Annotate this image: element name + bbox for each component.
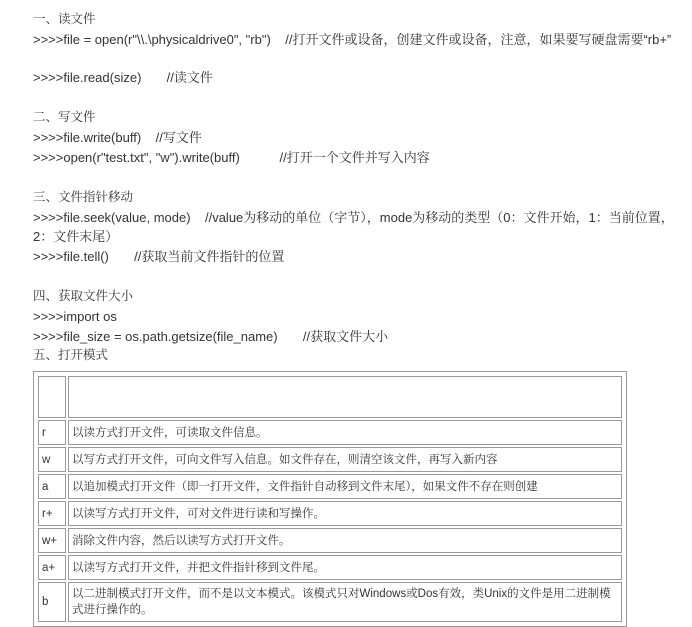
table-row — [38, 582, 622, 622]
section-heading-read: 一、读文件 — [33, 12, 96, 26]
section-heading-write: 二、写文件 — [33, 110, 96, 124]
table-row — [38, 474, 622, 499]
open-modes-table — [33, 371, 627, 627]
description-cell: 以写方式打开文件，可向文件写入信息。如文件存在，则清空该文件，再写入新内容 — [68, 447, 622, 472]
table-row — [38, 420, 622, 445]
table-header-row — [38, 376, 622, 418]
mode-cell: b — [38, 582, 66, 622]
mode-cell: a+ — [38, 555, 66, 580]
mode-cell: w+ — [38, 528, 66, 553]
code-line-open-write: >>>>open(r"test.txt", "w").write(buff) //打开一个文件并写入内容 — [33, 150, 430, 165]
code-line-seek: >>>>file.seek(value, mode) //value为移动的单位（字节），mode为移动的类型（0：文件开始，1：当前位置，2：文件末尾） — [33, 210, 674, 244]
table-row — [38, 528, 622, 553]
description-cell: 以二进制模式打开文件，而不是以文本模式。该模式只对Windows或Dos有效，类Unix的文件是用二进制模式进行操作的。 — [68, 582, 622, 622]
description-cell: 以读写方式打开文件，并把文件指针移到文件尾。 — [68, 555, 622, 580]
table-row — [38, 501, 622, 526]
mode-cell: w — [38, 447, 66, 472]
code-line-tell: >>>>file.tell() //获取当前文件指针的位置 — [33, 249, 285, 264]
code-line-open: >>>>file = open(r"\\.\physicaldrive0", "rb") //打开文件或设备，创建文件或设备，注意，如果要写硬盘需要“rb+” — [33, 32, 672, 47]
code-line-getsize: >>>>file_size = os.path.getsize(file_name) //获取文件大小 — [33, 329, 389, 344]
mode-cell: r+ — [38, 501, 66, 526]
table-row — [38, 555, 622, 580]
section-heading-seek: 三、文件指针移动 — [33, 190, 134, 204]
section-heading-size: 四、获取文件大小 — [33, 289, 134, 303]
code-line-write: >>>>file.write(buff) //写文件 — [33, 130, 202, 145]
description-cell: 以读方式打开文件，可读取文件信息。 — [68, 420, 622, 445]
section-heading-modes: 五、打开模式 — [33, 348, 109, 362]
mode-cell: a — [38, 474, 66, 499]
description-cell: 以读写方式打开文件，可对文件进行读和写操作。 — [68, 501, 622, 526]
table-header-cell — [68, 376, 622, 418]
description-cell: 消除文件内容，然后以读写方式打开文件。 — [68, 528, 622, 553]
code-line-read: >>>>file.read(size) //读文件 — [33, 70, 213, 85]
mode-cell: r — [38, 420, 66, 445]
code-line-import: >>>>import os — [33, 309, 117, 324]
table-row — [38, 447, 622, 472]
table-header-cell — [38, 376, 66, 418]
description-cell: 以追加模式打开文件（即一打开文件，文件指针自动移到文件末尾），如果文件不存在则创建 — [68, 474, 622, 499]
